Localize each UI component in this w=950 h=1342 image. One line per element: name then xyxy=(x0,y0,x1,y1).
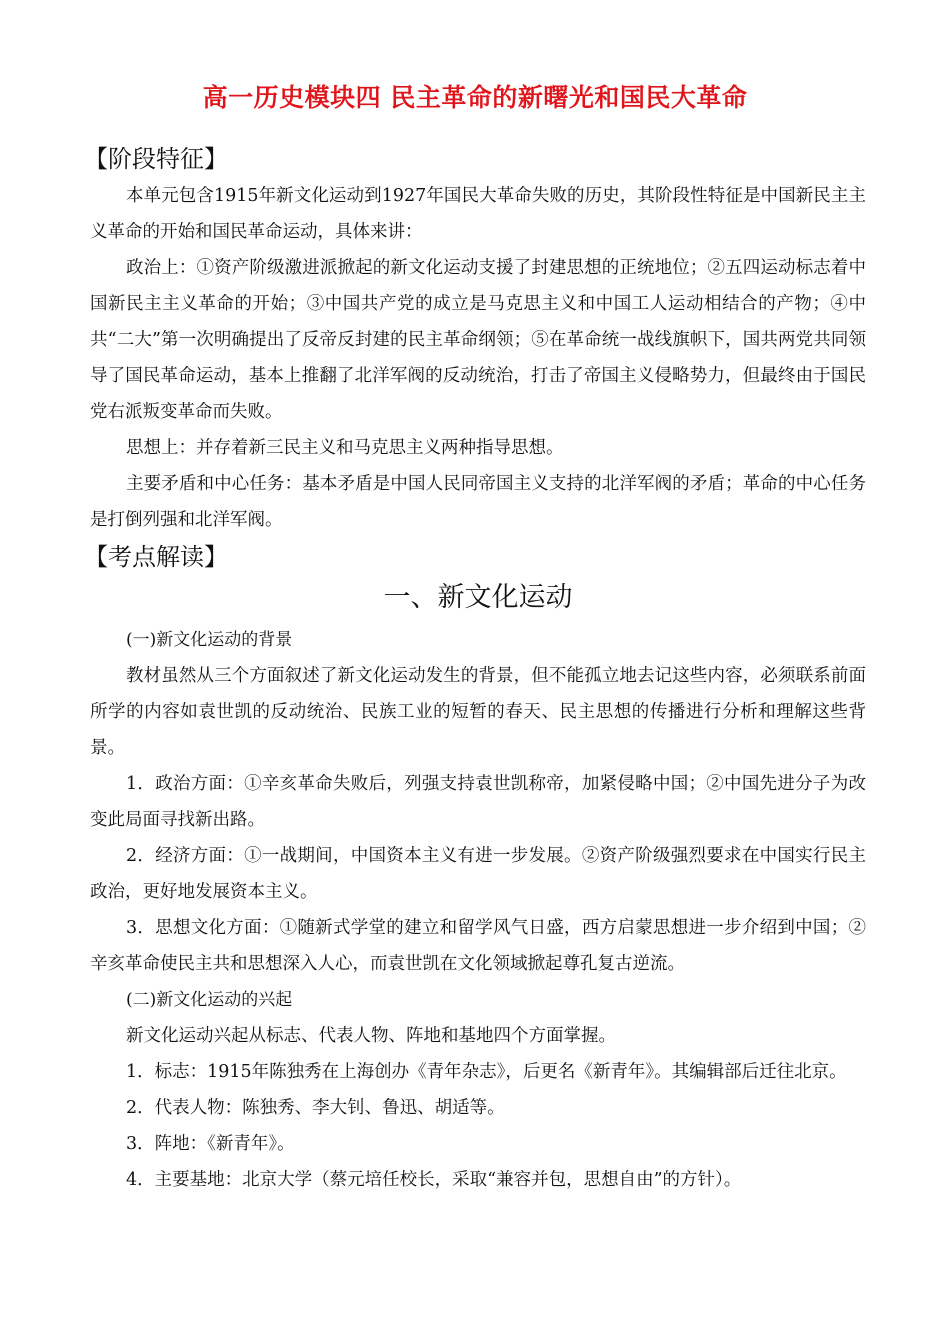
paragraph: 教材虽然从三个方面叙述了新文化运动发生的背景，但不能孤立地去记这些内容，必须联系前面所学的内容如袁世凯的反动统治、民族工业的短暂的春天、民主思想的传播进行分析和理解这些背景。 xyxy=(90,666,866,758)
section-heading-exam-points: 【考点解读】 xyxy=(84,543,228,571)
paragraph: 1．标志：1915年陈独秀在上海创办《青年杂志》，后更名《新青年》。其编辑部后迁往北京。 xyxy=(126,1062,847,1082)
document-title: 高一历史模块四 民主革命的新曙光和国民大革命 xyxy=(202,83,748,112)
paragraph: 主要矛盾和中心任务：基本矛盾是中国人民同帝国主义支持的北洋军阀的矛盾；革命的中心任务是打倒列强和北洋军阀。 xyxy=(90,474,866,530)
subsection-title: (二)新文化运动的兴起 xyxy=(126,990,293,1010)
paragraph: 1．政治方面：①辛亥革命失败后，列强支持袁世凯称帝，加紧侵略中国；②中国先进分子为改变此局面寻找新出路。 xyxy=(90,774,866,830)
section-heading-stage-features: 【阶段特征】 xyxy=(84,145,228,173)
document-body xyxy=(84,140,866,1198)
chapter-title: 一、新文化运动 xyxy=(383,582,573,613)
paragraph: 本单元包含1915年新文化运动到1927年国民大革命失败的历史，其阶段性特征是中国新民主主义革命的开始和国民革命运动，具体来讲： xyxy=(90,186,866,242)
paragraph: 2．代表人物：陈独秀、李大钊、鲁迅、胡适等。 xyxy=(126,1098,505,1118)
paragraph: 新文化运动兴起从标志、代表人物、阵地和基地四个方面掌握。 xyxy=(126,1026,616,1046)
subsection-title: (一)新文化运动的背景 xyxy=(126,630,293,650)
paragraph: 政治上：①资产阶级激进派掀起的新文化运动支援了封建思想的正统地位；②五四运动标志着中国新民主主义革命的开始；③中国共产党的成立是马克思主义和中国工人运动相结合的产物；④中共“二大”第一次明确提出了反帝反封建的民主革命纲领；⑤在革命统一战线旗帜下，国共两党共同领导了国民革命运动，基本上推翻了北洋军阀的反动统治，打击了帝国主义侵略势力，但最终由于国民党右派叛变革命而失败。 xyxy=(90,258,866,422)
paragraph: 3．思想文化方面：①随新式学堂的建立和留学风气日盛，西方启蒙思想进一步介绍到中国；②辛亥革命使民主共和思想深入人心，而袁世凯在文化领域掀起尊孔复古逆流。 xyxy=(90,918,866,974)
paragraph: 3．阵地：《新青年》。 xyxy=(126,1134,295,1154)
paragraph: 2．经济方面：①一战期间，中国资本主义有进一步发展。②资产阶级强烈要求在中国实行民主政治，更好地发展资本主义。 xyxy=(90,846,866,902)
paragraph: 思想上：并存着新三民主义和马克思主义两种指导思想。 xyxy=(126,438,564,458)
paragraph: 4．主要基地：北京大学（蔡元培任校长，采取“兼容并包，思想自由”的方针）。 xyxy=(126,1170,742,1190)
